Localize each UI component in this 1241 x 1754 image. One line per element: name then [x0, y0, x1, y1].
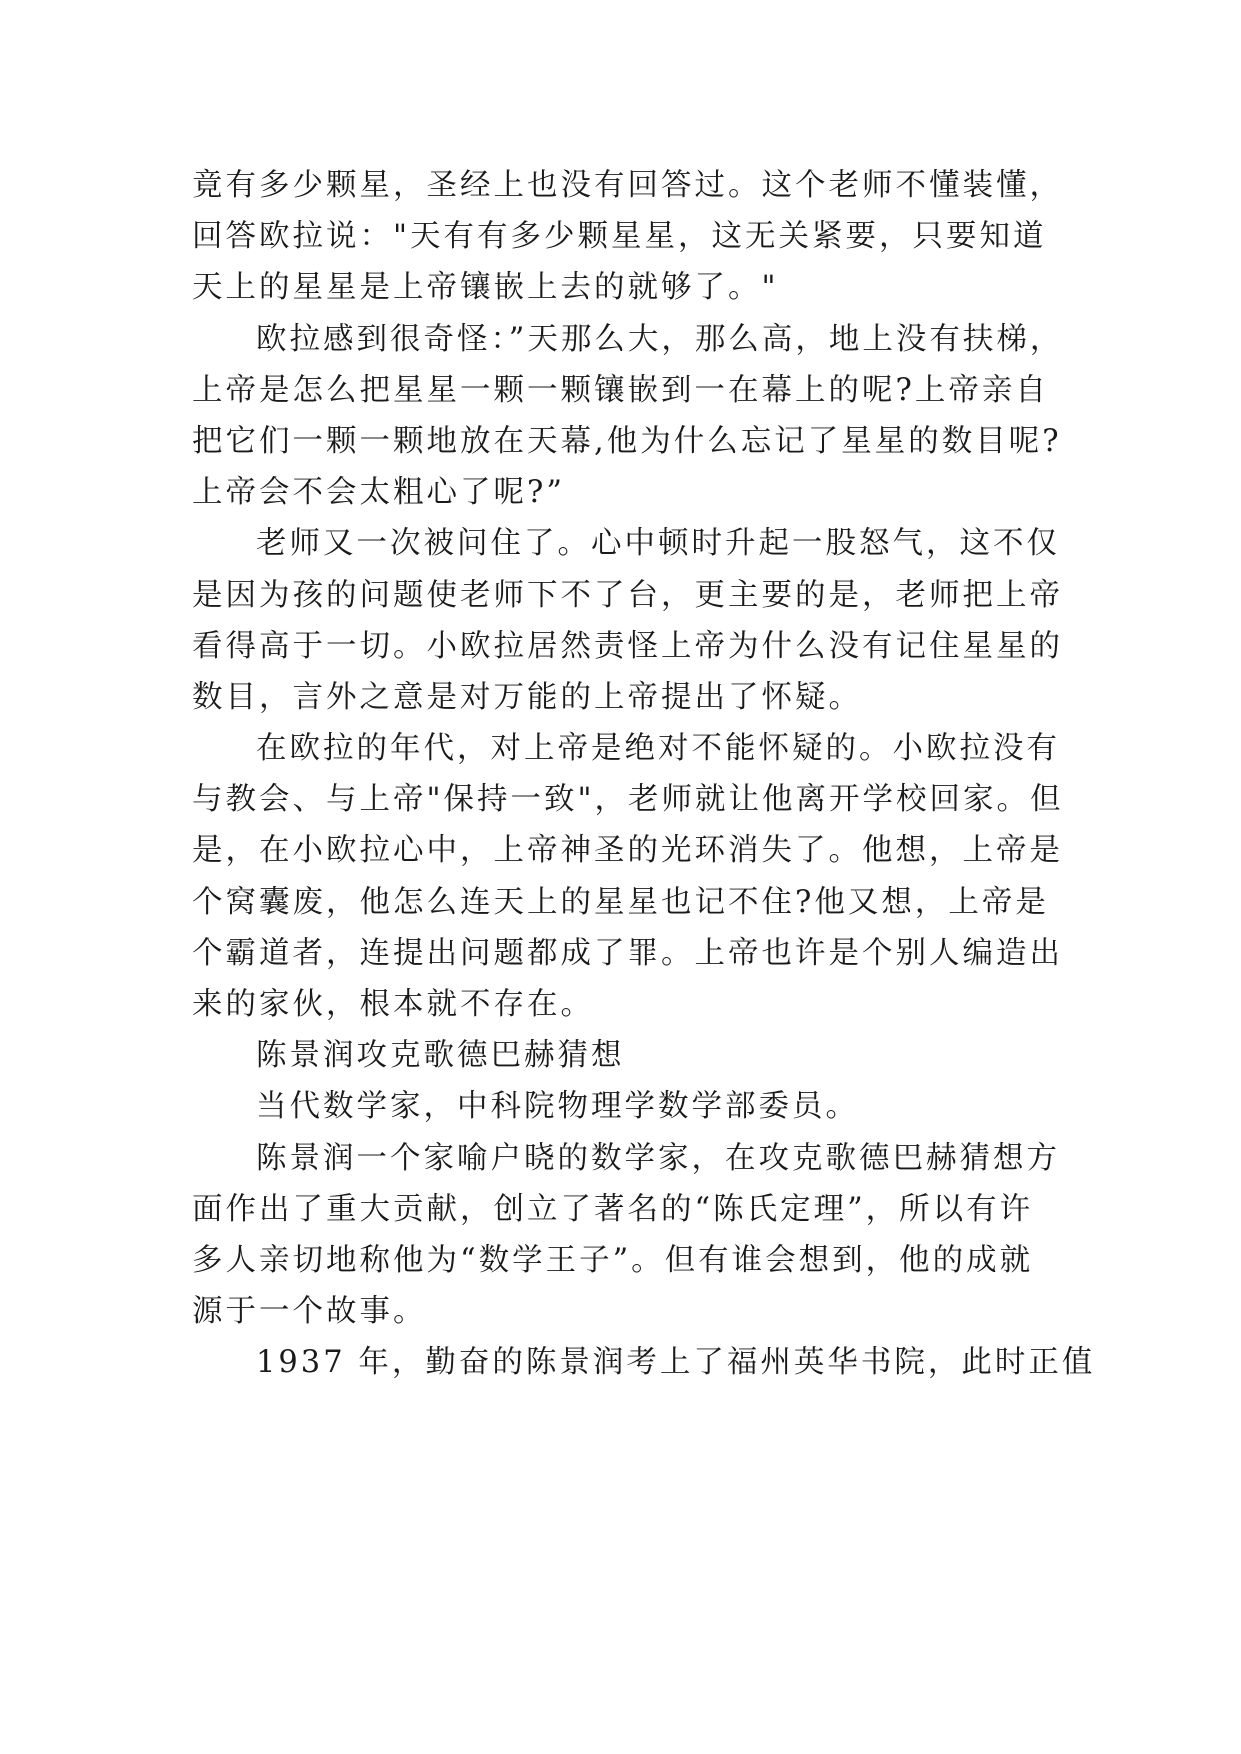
text-line: 回答欧拉说："天有有多少颗星星，这无关紧要，只要知道	[192, 219, 1047, 255]
text-line: 欧拉感到很奇怪：”天那么大，那么高，地上没有扶梯，	[256, 321, 1064, 357]
text-line: 陈景润攻克歌德巴赫猜想	[256, 1038, 625, 1074]
text-line: 个窝囊废，他怎么连天上的星星也记不住?他又想，上帝是	[192, 884, 1049, 920]
text-line: 上帝会不会太粗心了呢?”	[192, 475, 565, 511]
text-line: 上帝是怎么把星星一颗一颗镶嵌到一在幕上的呢?上帝亲自	[192, 372, 1049, 408]
text-line: 来的家伙，根本就不存在。	[192, 987, 594, 1022]
text-line: 与教会、与上帝"保持一致"，老师就让他离开学校回家。但	[192, 782, 1064, 818]
text-line: 源于一个故事。	[192, 1294, 427, 1330]
text-line: 竟有多少颗星，圣经上也没有回答过。这个老师不懂装懂，	[192, 168, 1063, 203]
text-line: 是，在小欧拉心中，上帝神圣的光环消失了。他想，上帝是	[192, 833, 1063, 869]
text-line: 1937 年，勤奋的陈景润考上了福州英华书院，此时正值	[256, 1345, 1096, 1381]
text-line: 在欧拉的年代，对上帝是绝对不能怀疑的。小欧拉没有	[256, 731, 1060, 767]
text-line: 天上的星星是上帝镶嵌上去的就够了。"	[192, 270, 779, 306]
text-line: 是因为孩的问题使老师下不了台，更主要的是，老师把上帝	[192, 577, 1063, 613]
text-line: 数目，言外之意是对万能的上帝提出了怀疑。	[192, 679, 862, 715]
text-line: 把它们一颗一颗地放在天幕,他为什么忘记了星星的数目呢?	[192, 423, 1062, 459]
text-line: 老师又一次被问住了。心中顿时升起一股怒气，这不仅	[256, 526, 1060, 562]
text-line: 陈景润一个家喻户晓的数学家，在攻克歌德巴赫猜想方	[256, 1140, 1060, 1176]
text-line: 看得高于一切。小欧拉居然责怪上帝为什么没有记住星星的	[192, 628, 1063, 664]
text-line: 面作出了重大贡献，创立了著名的“陈氏定理”，所以有许	[192, 1191, 1034, 1227]
text-line: 当代数学家，中科院物理学数学部委员。	[256, 1089, 859, 1125]
text-line: 个霸道者，连提出问题都成了罪。上帝也许是个别人编造出	[192, 935, 1063, 971]
text-line: 多人亲切地称他为“数学王子”。但有谁会想到，他的成就	[192, 1242, 1034, 1278]
body-text	[192, 160, 1096, 1389]
